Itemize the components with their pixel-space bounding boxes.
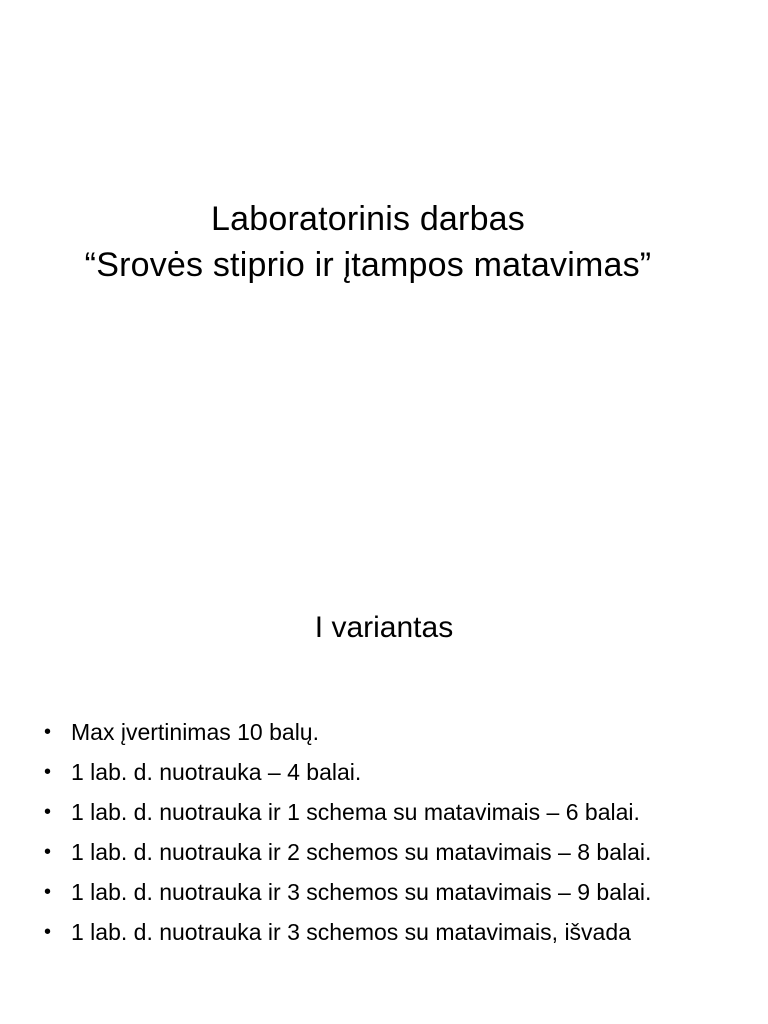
list-item (44, 836, 734, 868)
list-item-text: 1 lab. d. nuotrauka ir 1 schema su matavimais – 6 balai. (71, 799, 640, 825)
title-line-2: “Srovės stiprio ir įtampos matavimas” (84, 246, 652, 284)
title-line-1: Laboratorinis darbas (211, 200, 525, 238)
grading-list (44, 716, 734, 956)
bullet-icon: • (44, 761, 52, 783)
bullet-icon: • (44, 801, 52, 823)
list-item (44, 756, 734, 788)
slide-title-heading (0, 196, 736, 288)
bullet-icon: • (44, 841, 52, 863)
list-item-text: 1 lab. d. nuotrauka ir 2 schemos su matavimais – 8 balai. (71, 839, 652, 865)
list-item-text: 1 lab. d. nuotrauka – 4 balai. (71, 759, 362, 785)
list-item (44, 876, 734, 908)
bullet-icon: • (44, 921, 52, 943)
bullet-icon: • (44, 881, 52, 903)
list-item-text: Max įvertinimas 10 balų. (71, 719, 319, 745)
list-item (44, 916, 734, 948)
list-item-text: 1 lab. d. nuotrauka ir 3 schemos su matavimais, išvada (71, 919, 631, 945)
list-item-text: 1 lab. d. nuotrauka ir 3 schemos su matavimais – 9 balai. (71, 879, 652, 905)
slide-variant (0, 512, 768, 1024)
bullet-icon: • (44, 721, 52, 743)
list-item (44, 796, 734, 828)
list-item (44, 716, 734, 748)
variant-heading: I variantas (314, 611, 454, 644)
